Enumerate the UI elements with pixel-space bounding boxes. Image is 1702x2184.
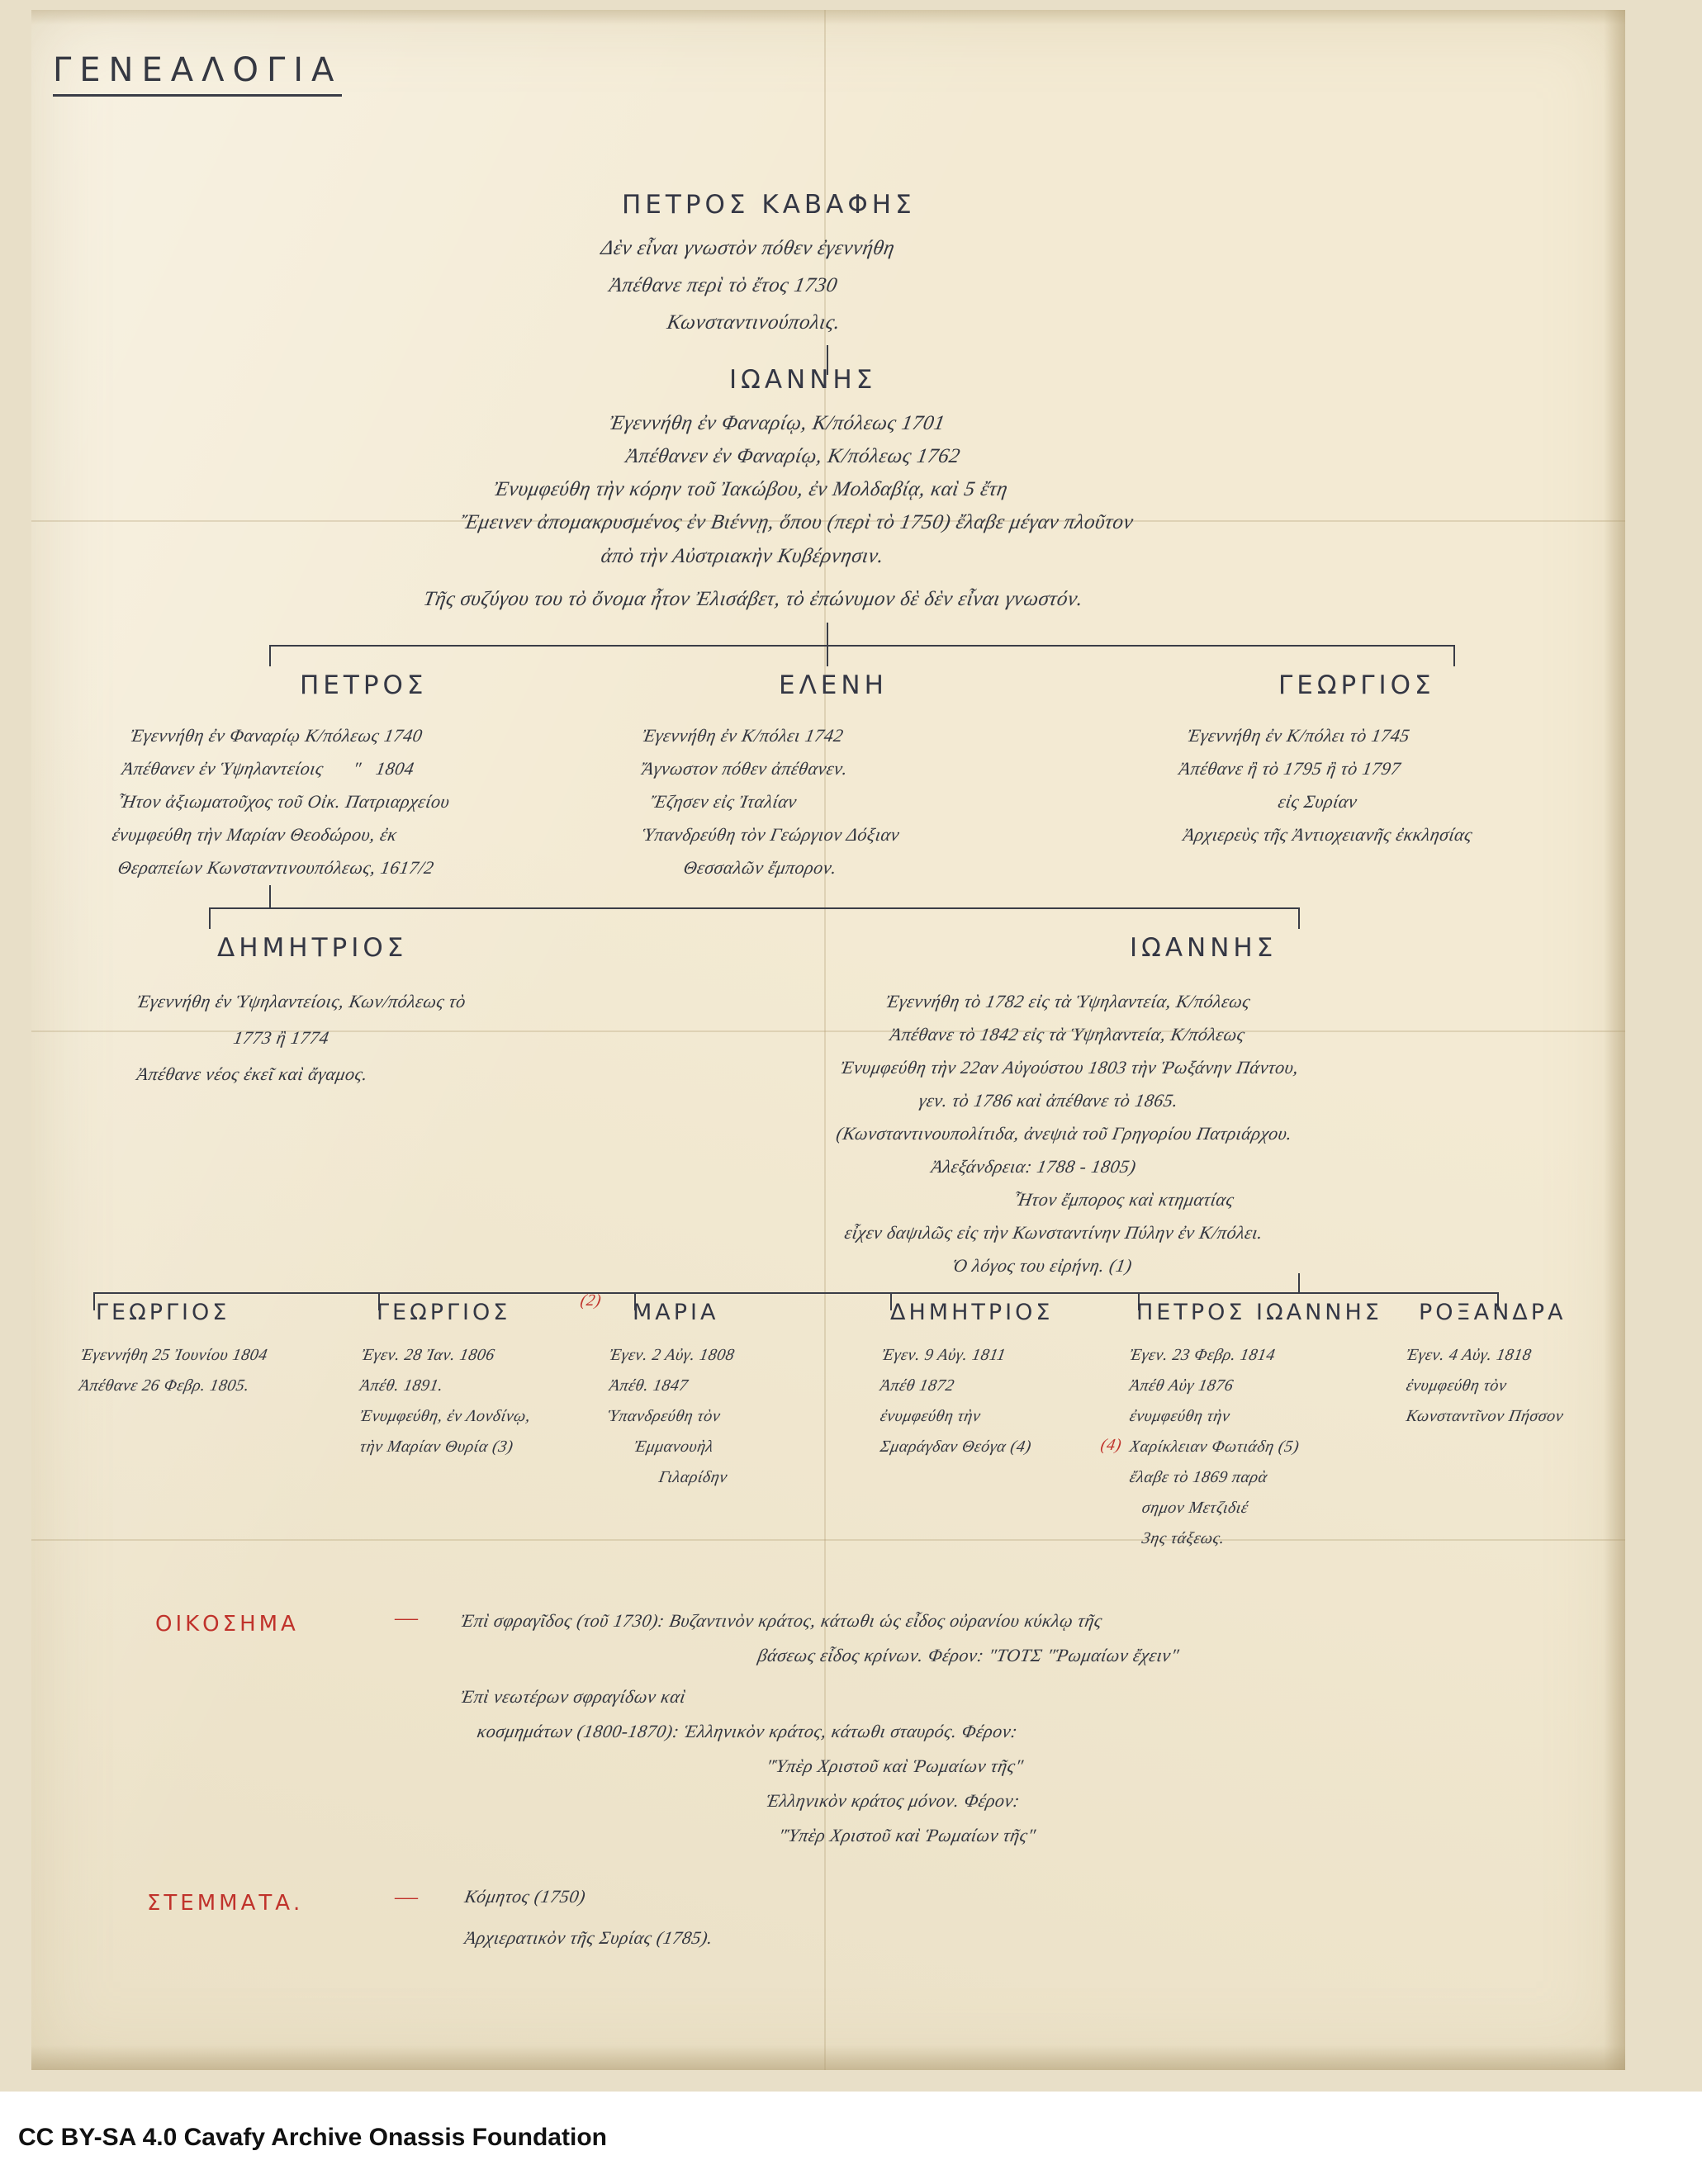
person-note: Ἀπέθανεν ἐν Φαναρίῳ, Κ/πόλεως 1762 [623, 445, 962, 467]
connector-line [93, 1292, 95, 1310]
section-label-stemmata: ΣΤΕΜΜΑΤΑ. [147, 1891, 304, 1916]
person-note: εἰς Συρίαν [1276, 791, 1359, 812]
person-note: Ἐνυμφεύθη τὴν κόρην τοῦ Ἰακώβου, ἐν Μολδαβίᾳ, καὶ 5 ἔτη [491, 478, 1010, 500]
person-note: Ἦτον ἔμπορος καὶ κτηματίας [1012, 1189, 1236, 1210]
manuscript-sheet [31, 10, 1625, 2070]
person-name-dimitrios-1811: ΔΗΜΗΤΡΙΟΣ [890, 1300, 1054, 1325]
license-credit-text: CC BY-SA 4.0 Cavafy Archive Onassis Foundation [18, 2124, 607, 2151]
paper-edge-top [31, 10, 1625, 25]
person-note: τὴν Μαρίαν Θυρία (3) [358, 1438, 515, 1456]
person-name-ioannis-1701: ΙΩΑΝΝΗΣ [729, 365, 877, 395]
person-note: γεν. τὸ 1786 καὶ ἀπέθανε τὸ 1865. [917, 1090, 1180, 1111]
person-note: Ἐγεν. 28 Ἰαν. 1806 [360, 1346, 496, 1364]
section-line: Ἐπὶ νεωτέρων σφραγίδων καὶ [458, 1686, 688, 1707]
person-note: σημον Μετζιδιέ [1140, 1499, 1250, 1517]
person-note: Ὑπανδρεύθη τὸν Γεώργιον Δόξιαν [640, 824, 902, 845]
person-note: Τῆς συζύγου του τὸ ὄνομα ἦτον Ἐλισάβετ, τὸ ἐπώνυμον δὲ δὲν εἶναι γνωστόν. [421, 588, 1085, 610]
person-note: Ἐγεν. 2 Αὐγ. 1808 [608, 1346, 737, 1364]
connector-line [827, 645, 828, 666]
person-note: Ἀπέθ Αὐγ 1876 [1128, 1376, 1235, 1395]
connector-line [1453, 645, 1455, 666]
section-line: Ἑλληνικὸν κράτος μόνον. Φέρον: [764, 1790, 1022, 1811]
person-note: Ἐγεννήθη 25 Ἰουνίου 1804 [79, 1346, 269, 1364]
person-note: Κωνσταντινούπολις. [665, 311, 842, 334]
connector-line [269, 645, 271, 666]
footnote-marker-2: (2) [579, 1291, 603, 1310]
person-note: ἐνυμφεύθη τὴν [1128, 1407, 1232, 1425]
section-line: Ἀρχιερατικὸν τῆς Συρίας (1785). [462, 1927, 715, 1948]
person-note: Ἀπέθανε νέος ἐκεῖ καὶ ἄγαμος. [135, 1064, 370, 1084]
person-note: (Κωνσταντινουπολίτιδα, ἀνεψιὰ τοῦ Γρηγορίου Πατριάρχου. [834, 1123, 1294, 1144]
person-note: Γιλαρίδην [657, 1468, 729, 1486]
person-note: Ἀπέθανε περὶ τὸ ἔτος 1730 [607, 274, 840, 296]
person-name-georgios-1745: ΓΕΩΡΓΙΟΣ [1278, 670, 1435, 700]
connector-line [209, 907, 211, 929]
person-name-maria-1808: ΜΑΡΙΑ [633, 1300, 719, 1325]
person-note: Ἐγεννήθη ἐν Φαναρίῳ Κ/πόλεως 1740 [128, 725, 424, 746]
connector-line [1298, 907, 1300, 929]
person-note: Ἐνυμφεύθη τὴν 22αν Αὐγούστου 1803 τὴν Ῥωξάνην Πάντου, [838, 1057, 1301, 1078]
person-note: Θεραπείων Κωνσταντινουπόλεως, 1617/2 [116, 857, 436, 878]
person-note: Ἦτον ἀξιωματοῦχος τοῦ Οἰκ. Πατριαρχείου [116, 791, 452, 812]
person-name-roxandra-1818: ΡΟΞΑΝΔΡΑ [1419, 1300, 1567, 1325]
person-name-dimitrios-1773: ΔΗΜΗΤΡΙΟΣ [217, 933, 408, 963]
connector-bracket [269, 645, 1454, 647]
fold-line-horizontal-3 [31, 1539, 1625, 1541]
person-name-petros-1740: ΠΕΤΡΟΣ [300, 670, 428, 700]
person-note: Ὁ λόγος του εἰρήνη. (1) [950, 1255, 1135, 1276]
section-line: "Ὑπὲρ Χριστοῦ καὶ Ῥωμαίων τῆς" [764, 1755, 1026, 1776]
person-name-petros-kavafis: ΠΕΤΡΟΣ ΚΑΒΑΦΗΣ [622, 190, 916, 220]
person-note: Ἀπέθανεν ἐν Ὑψηλαντείοις " 1804 [120, 758, 416, 779]
section-line: Ἐπὶ σφραγῖδος (τοῦ 1730): Βυζαντινὸν κράτος, κάτωθι ὡς εἶδος οὐρανίου κύκλῳ τῆς [458, 1610, 1105, 1631]
person-note: Ἐγεννήθη ἐν Φαναρίῳ, Κ/πόλεως 1701 [607, 412, 947, 434]
license-credit-bar [0, 2092, 1702, 2184]
person-note: ἐνυμφεύθη τὴν [879, 1407, 983, 1425]
person-note: Ἐνυμφεύθη, ἐν Λονδίνῳ, [358, 1407, 533, 1425]
person-note: Δὲν εἶναι γνωστὸν πόθεν ἐγεννήθη [599, 237, 897, 259]
person-note: Χαρίκλειαν Φωτιάδη (5) [1128, 1438, 1301, 1456]
person-note: Ἀπέθανε 26 Φεβρ. 1805. [78, 1376, 251, 1395]
person-note: Ἐγεν. 23 Φεβρ. 1814 [1128, 1346, 1278, 1364]
person-name-georgios-1804: ΓΕΩΡΓΙΟΣ [96, 1300, 230, 1325]
paper-edge-bottom [31, 2045, 1625, 2070]
person-note: Ἄγνωστον πόθεν ἀπέθανεν. [640, 758, 850, 779]
person-note: 3ης τάξεως. [1140, 1529, 1226, 1547]
person-note: Ἀπέθανε ἢ τὸ 1795 ἢ τὸ 1797 [1177, 758, 1403, 779]
person-note: ἐνυμφεύθη τὸν [1405, 1376, 1509, 1395]
person-note: Ἔζησεν εἰς Ἰταλίαν [648, 791, 799, 812]
person-name-eleni-1742: ΕΛΕΝΗ [779, 670, 888, 700]
person-note: Ἔμεινεν ἀπομακρυσμένος ἐν Βιέννῃ, ὅπου (περὶ τὸ 1750) ἔλαβε μέγαν πλοῦτον [458, 511, 1135, 533]
person-note: Ἐμμανουὴλ [633, 1438, 715, 1456]
section-line: "Ὑπὲρ Χριστοῦ καὶ Ῥωμαίων τῆς" [776, 1825, 1038, 1845]
section-dash: — [395, 1884, 418, 1910]
person-note: ἐνυμφεύθη τὴν Μαρίαν Θεοδώρου, ἐκ [110, 824, 399, 845]
person-note: 1773 ἢ 1774 [231, 1027, 331, 1048]
person-name-georgios-1806: ΓΕΩΡΓΙΟΣ [377, 1300, 511, 1325]
connector-bracket [209, 907, 1299, 909]
section-line: βάσεως εἶδος κρίνων. Φέρον: "ΤΟΤΣ "Ῥωμαίων ἔχειν" [756, 1645, 1181, 1665]
section-line: Κόμητος (1750) [462, 1886, 588, 1907]
person-note: Ἀπέθ. 1891. [358, 1376, 445, 1395]
person-note: Ἐγεν. 4 Αὐγ. 1818 [1405, 1346, 1534, 1364]
person-name-petros-ioannis-1814: ΠΕΤΡΟΣ ΙΩΑΝΝΗΣ [1136, 1300, 1382, 1325]
person-note: Ἀλεξάνδρεια: 1788 - 1805) [929, 1156, 1138, 1177]
person-note: Ἐγεννήθη ἐν Κ/πόλει τὸ 1745 [1185, 725, 1412, 746]
person-note: Κωνσταντῖνον Πήσσον [1405, 1407, 1566, 1425]
person-name-ioannis-1782: ΙΩΑΝΝΗΣ [1130, 933, 1278, 963]
person-note: ἔλαβε τὸ 1869 παρὰ [1128, 1468, 1269, 1486]
person-note: Ἐγεννήθη τὸ 1782 εἰς τὰ Ὑψηλαντεία, Κ/πόλεως [884, 991, 1253, 1011]
page-title: ΓΕΝΕΑΛΟΓΙΑ [53, 51, 342, 97]
section-dash: — [395, 1605, 418, 1631]
person-note: Ἐγεννήθη ἐν Κ/πόλει 1742 [640, 725, 846, 746]
section-line: κοσμημάτων (1800-1870): Ἑλληνικὸν κράτος, κάτωθι σταυρός. Φέρον: [475, 1721, 1020, 1741]
person-note: εἶχεν δαψιλῶς εἰς τὴν Κωνσταντίνην Πύλην ἐν Κ/πόλει. [842, 1222, 1265, 1243]
person-note: Ἀπέθ. 1847 [608, 1376, 690, 1395]
person-note: Θεσσαλῶν ἔμπορον. [681, 857, 839, 878]
person-note: Ἐγεν. 9 Αὐγ. 1811 [880, 1346, 1007, 1364]
connector-line [269, 885, 271, 908]
paper-edge-right [1604, 10, 1625, 2070]
person-note: Ἀρχιερεὺς τῆς Ἀντιοχειανῆς ἐκκλησίας [1181, 824, 1475, 845]
footnote-marker-4: (4) [1099, 1436, 1123, 1454]
connector-bracket [93, 1292, 1497, 1294]
person-note: Ἀπέθανε τὸ 1842 εἰς τὰ Ὑψηλαντεία, Κ/πόλεως [888, 1024, 1247, 1045]
person-note: Ὑπανδρεύθη τὸν [606, 1407, 723, 1425]
section-label-oikosima: ΟΙΚΟΣΗΜΑ [155, 1612, 299, 1637]
person-note: Ἀπέθ 1872 [879, 1376, 956, 1395]
connector-line [827, 623, 828, 646]
connector-line [1298, 1273, 1300, 1293]
person-note: Ἐγεννήθη ἐν Ὑψηλαντείοις, Κων/πόλεως τὸ [135, 991, 468, 1011]
person-note: Σμαράγδαν Θεόγα (4) [879, 1438, 1033, 1456]
person-note: ἀπὸ τὴν Αὐστριακὴν Κυβέρνησιν. [599, 545, 886, 567]
